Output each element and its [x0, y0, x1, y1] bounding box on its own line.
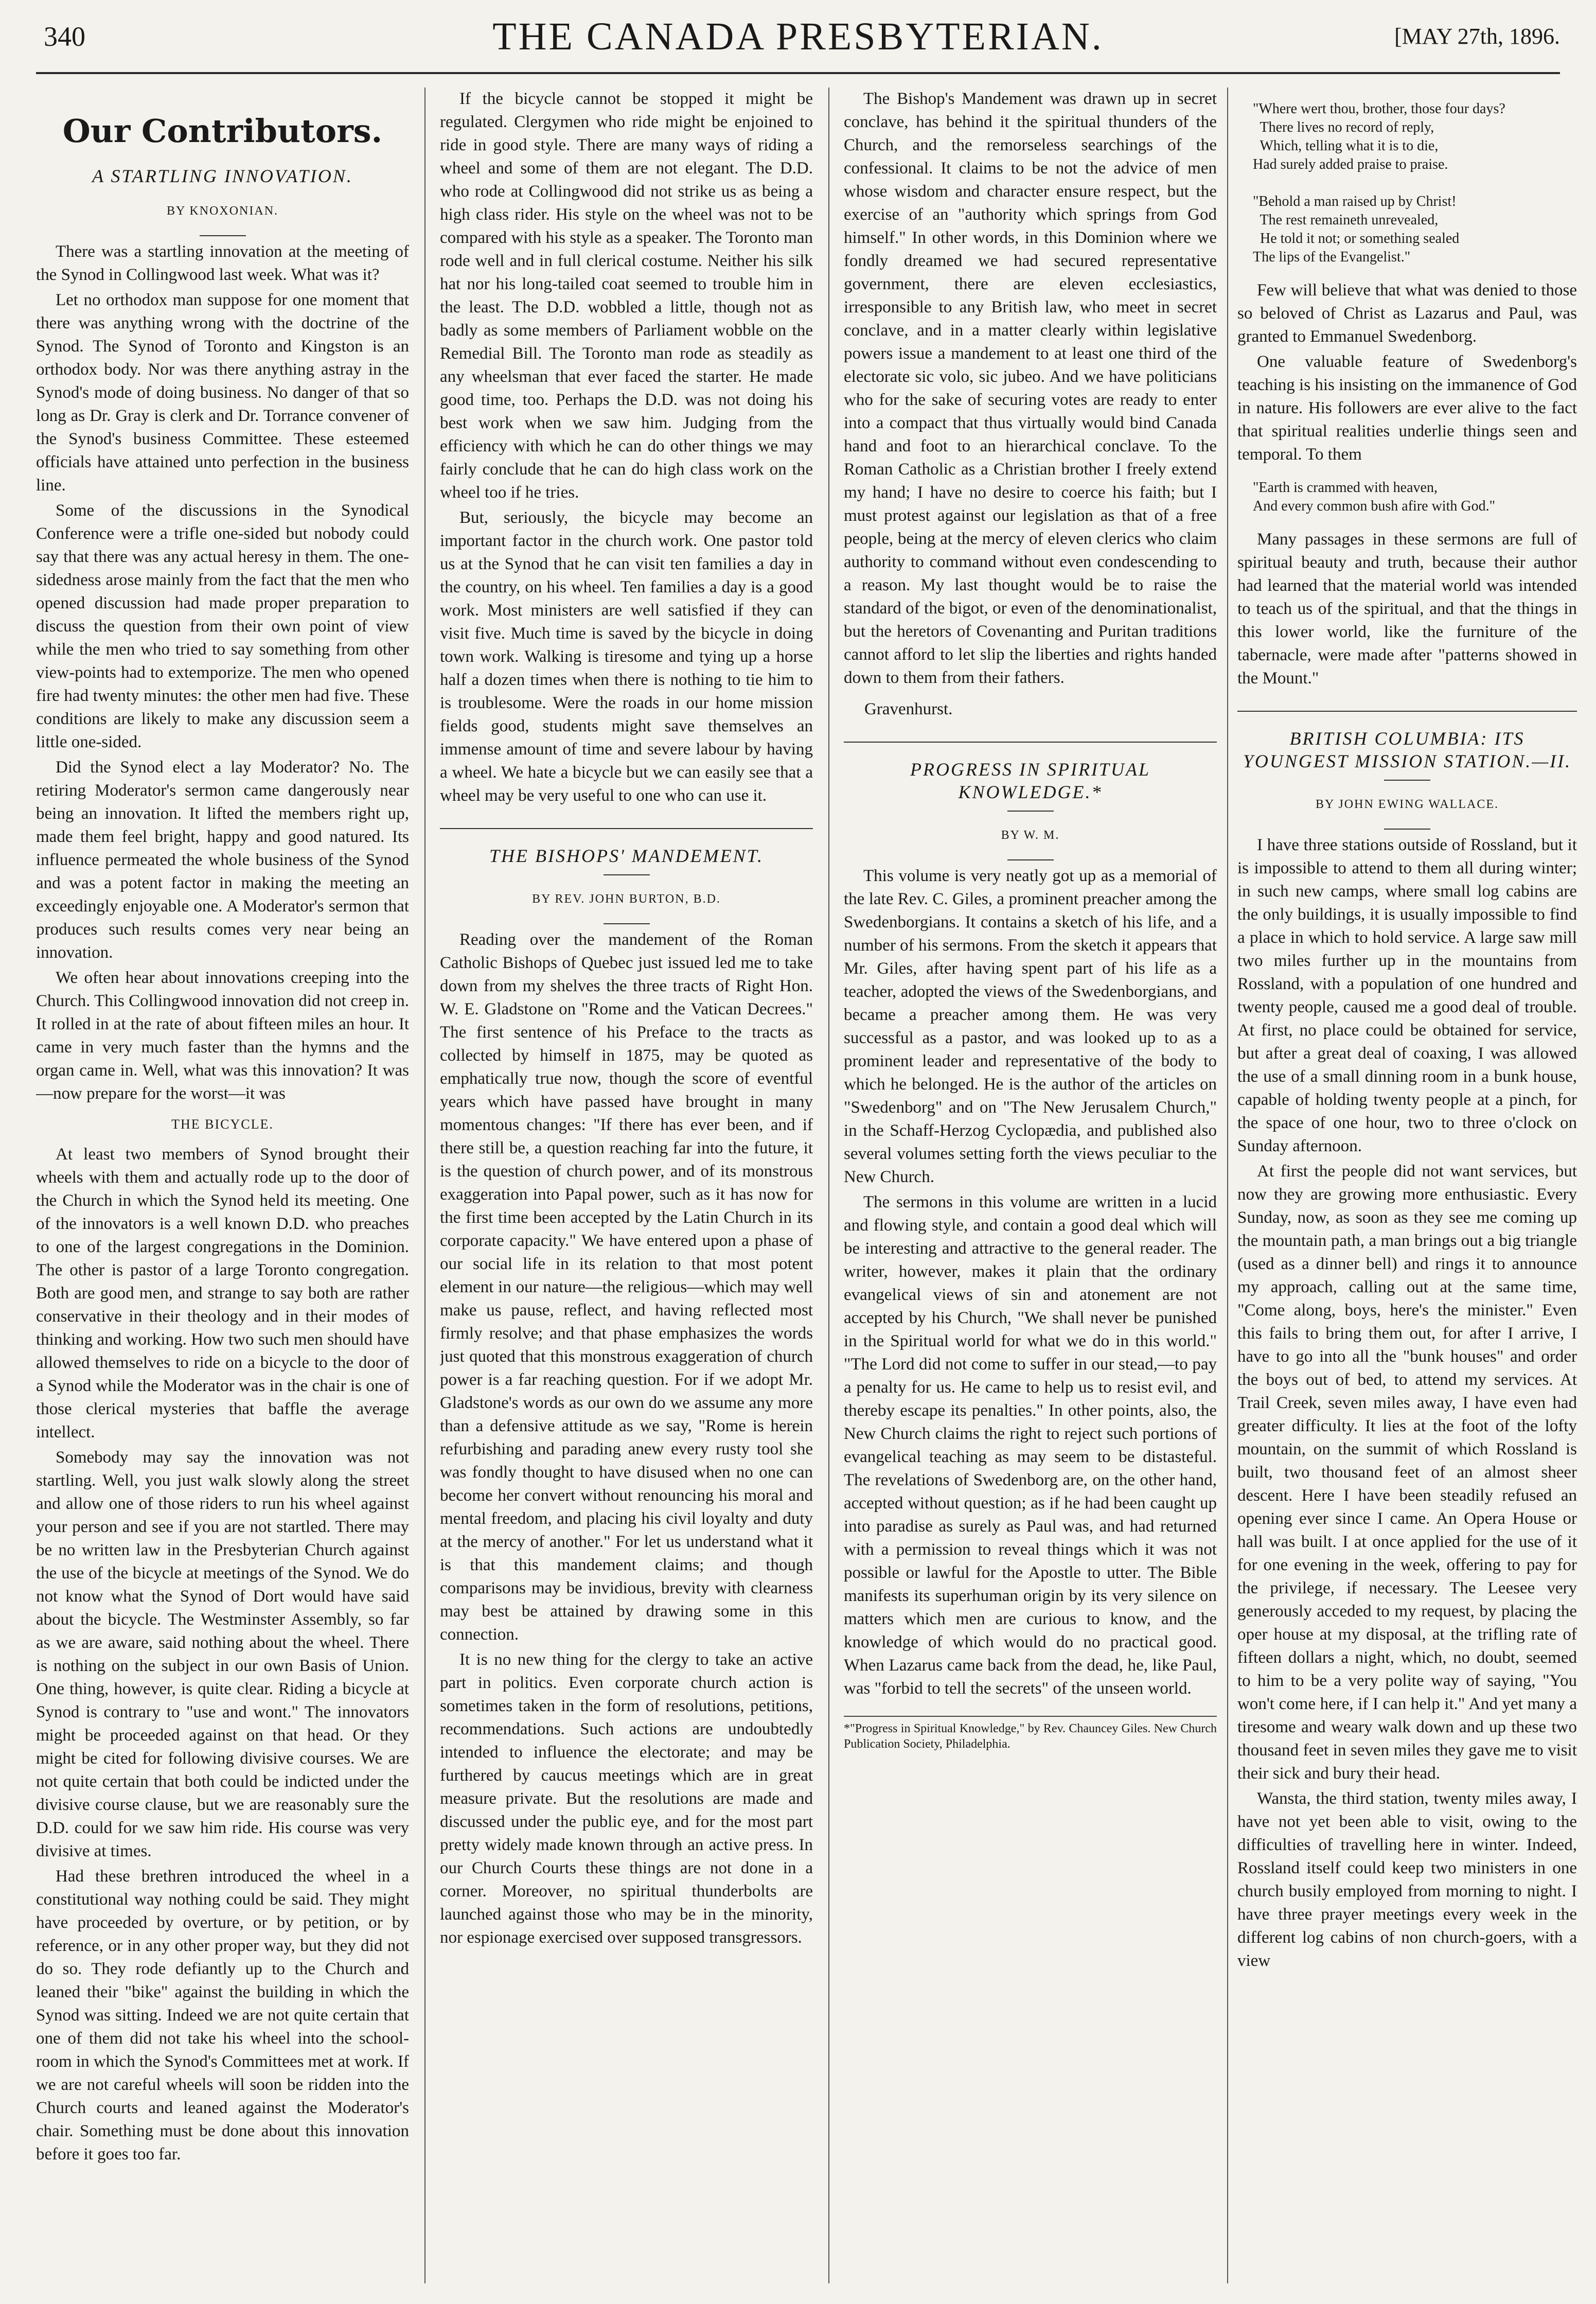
- column-1: [36, 87, 409, 2283]
- newspaper-title: THE CANADA PRESBYTERIAN.: [492, 15, 1104, 58]
- paragraph: At first the people did not want services, but now they are growing more enthusiastic. Every Sunday, now, as soon as they see me coming up the mountain path, a man brings out a big triangle (used as a dinner bell) and rings it to announce my approach, calling out at the same time, "Come along, boys, here's the minister." Even this fails to bring them out, for after I arrive, I have to go into all the "bunk houses" and order the boys out of bed, to attend my services. At Trail Creek, seven miles away, I have even had greater difficulty. It lies at the foot of the lofty mountain, on the summit of which Rossland is built, two thousand feet of an almost sheer descent. Here I have been steadily refused an opening ever since I came. An Opera House or hall was built. I at once applied for the use of it for one evening in the week, offering to pay for the privilege, if necessary. The Leesee very generously acceded to my request, by placing the oper house at my disposal, at the trifling rate of fifteen dollars a night, which, no doubt, seemed to him to be a very polite way of saying, "You won't come here, if I can help it." And yet many a tiresome and weary walk down and up these two thousand feet in seven miles they gave me to visit their sick and bury their head.: [1237, 1162, 1577, 1783]
- column-4: [1237, 87, 1577, 2283]
- paragraph: Had these brethren introduced the wheel in a constitutional way nothing could be said. They might have proceeded by overture, or by petition, or by reference, or in any other proper way, but they did not do so. They rode defiantly up to the Church and leaned their "bike" against the building in which the Synod was sitting. Indeed we are not quite certain that one of them did not take his wheel into the school-room in which the Synod's Committees met at work. If we are not careful wheels will soon be ridden into the Church courts and leaned against the Moderator's chair. Something must be done about this innovation before it goes too far.: [36, 1867, 409, 2164]
- paragraph: Some of the discussions in the Synodical Conference were a trifle one-sided but nobody could say that there was any actual heresy in them. The one-sidedness arose mainly from the fact that the men who opened discussion had made proper preparation to discuss the question from their own point of view while the men who tried to say something from other view-points had to extemporize. The men who opened fire had twenty minutes: the other men had five. These conditions are likely to make any discussion seem a little one-sided.: [36, 501, 409, 751]
- column-divider: [424, 87, 425, 2283]
- verse-line: The rest remaineth unrevealed,: [1253, 212, 1439, 228]
- paragraph: Reading over the mandement of the Roman Catholic Bishops of Quebec just issued led me to take down from my shelves the three tracts of Right Hon. W. E. Gladstone on "Rome and the Vatican Decrees." The first sentence of his Preface to the tracts as collected by himself in 1875, may be quoted as emphatically true now, though the score of eventful years which have passed have brought in many momentous changes: "If there has ever been, and if there still be, a question reaching far into the future, it is the question of church power, and of its monstrous exaggeration into Papal power, such as it has now for the first time been accepted by the Latin Church in its corporate capacity." We have entered upon a phase of our social life in its relation to that most potent element in our nature—the religious—which may well make us pause, reflect, and having reflected most firmly resolve; and that phase emphasizes the words just quoted that this monstrous exaggeration of church power is a far reaching question. For if we adopt Mr. Gladstone's words as our own do we assume any more than a defensive attitude as we say, "Rome is herein refurbishing and parading anew every rusty tool she was fondly thought to have disused when no one can become her convert without renouncing his moral and mental freedom, and placing his civil loyalty and duty at the mercy of another." For let us understand what it is that this mandement claims; and though comparisons may be invidious, brevity with clearness may best be attained by drawing some in this connection.: [440, 930, 813, 1644]
- article-divider: [440, 828, 813, 829]
- short-rule: [604, 923, 650, 924]
- article-byline: BY REV. JOHN BURTON, B.D.: [532, 892, 721, 906]
- article-byline: BY JOHN EWING WALLACE.: [1316, 798, 1499, 811]
- short-rule: [1384, 780, 1430, 781]
- article-title: THE BISHOPS' MANDEMENT.: [489, 846, 764, 866]
- article-divider: [1237, 711, 1577, 712]
- verse-line: "Where wert thou, brother, those four days?: [1253, 101, 1505, 117]
- paragraph: Somebody may say the innovation was not startling. Well, you just walk slowly along the street and allow one of those riders to run his wheel against your person and see if you are not startled. There may be no written law in the Presbyterian Church against the use of the bicycle at meetings of the Synod. We do not know what the Synod of Dort would have said about the bicycle. The Westminster Assembly, so far as we are aware, said nothing about the wheel. There is nothing on the subject in our own Basis of Union. One thing, however, is quite clear. Riding a bicycle at Synod is contrary to "use and wont." The innovators might be proceeded against on that head. Or they might be cited for following divisive courses. We are not quite certain that both could be indicted under the divisive course clause, but we are reasonably sure the D.D. could for we saw him ride. His course was very divisive at times.: [36, 1448, 409, 1860]
- paragraph: I have three stations outside of Rossland, but it is impossible to attend to them all during winter; in such new camps, where small log cabins are the only buildings, it is usually impossible to find a place in which to hold service. A large saw mill two miles further up in the mountains from Rossland, with a population of one hundred and twenty people, caused me a good deal of trouble. At first, no place could be obtained for service, but after a great deal of coaxing, I was allowed the use of a small dinning room in a bunk house, capable of holding twenty people at a pinch, for the space of one hour, two to three o'clock on Sunday afternoon.: [1237, 836, 1577, 1155]
- paragraph: Many passages in these sermons are full of spiritual beauty and truth, because their author had learned that the material world was intended to teach us of the spiritual, and that the things in this lower world, like the furniture of the tabernacle, were made after "patterns showed in the Mount.": [1237, 530, 1577, 688]
- verse-line: "Earth is crammed with heaven,: [1253, 480, 1438, 496]
- short-rule: [1384, 829, 1430, 830]
- short-rule: [1007, 859, 1054, 860]
- verse-line: And every common bush afire with God.": [1253, 498, 1495, 514]
- short-rule: [200, 235, 246, 236]
- verse-line: "Behold a man raised up by Christ!: [1253, 194, 1457, 209]
- paragraph: Few will believe that what was denied to those so beloved of Christ as Lazarus and Paul, was granted to Emmanuel Swedenborg.: [1237, 281, 1577, 346]
- paragraph: It is no new thing for the clergy to take an active part in politics. Even corporate church action is sometimes taken in the form of resolutions, petitions, recommendations. Such actions are undoubtedly intended to influence the electorate; and may be furthered by caucus meetings which are in great measure private. But the resolutions are made and discussed under the public eye, and for the most part pretty widely made known through an active press. In our Church Courts these things are not done in a corner. Moreover, no spiritual thunderbolts are launched against those who may be in the minority, nor espionage exercised over supposed transgressors.: [440, 1650, 813, 1947]
- masthead: [0, 0, 1596, 87]
- column-2: [440, 87, 813, 2283]
- issue-date: [MAY 27th, 1896.: [1394, 24, 1560, 49]
- column-divider: [1227, 87, 1228, 2283]
- article-signoff: Gravenhurst.: [864, 700, 953, 718]
- short-rule: [604, 874, 650, 875]
- column-divider: [828, 87, 829, 2283]
- paragraph: The sermons in this volume are written in a lucid and flowing style, and contain a good deal which will be interesting and attractive to the general reader. The writer, however, makes it plain that the ordinary evangelical views of sin and atonement are not accepted by his Church, "We shall never be punished in the Spiritual world for what we do in this world." "The Lord did not come to suffer in our stead,—to pay a penalty for us. He came to help us to resist evil, and thereby escape its penalties." In other points, also, the New Church claims the right to reject such portions of evangelical teaching as may seem to be distasteful. The revelations of Swedenborg are, on the other hand, accepted without question; as if he had been caught up into paradise as surely as Paul was, and had returned with a permission to reveal things which it was not possible or lawful for the Apostle to utter. The Bible manifests its superhuman origin by its very silence on matters which men are curious to know, and the knowledge of which would do no practical good. When Lazarus came back from the dead, he, like Paul, was "forbid to tell the secrets" of the unseen world.: [844, 1193, 1217, 1698]
- paragraph: If the bicycle cannot be stopped it might be regulated. Clergymen who ride might be enjoined to ride in good style. There are many ways of riding a wheel and some of them are not elegant. The D.D. who rode at Collingwood did not strike us as being a high class rider. His style on the wheel was not to be compared with his style as a speaker. The Toronto man rode well and in full clerical costume. Neither his silk hat nor his long-tailed coat seemed to trouble him in the least. The D.D. wobbled a little, though not as badly as some members of Parliament wobble on the Remedial Bill. The Toronto man rode as steadily as any wheelsman that ever faced the starter. He made good time, too. Perhaps the D.D. was not doing his best work when we saw him. Judging from the efficiency with which he can do other things we may fairly conclude that he can do high class work on the wheel too if he tries.: [440, 90, 813, 502]
- poem-quote: [1253, 100, 1577, 267]
- article-byline: BY KNOXONIAN.: [166, 204, 279, 218]
- verse-line: There lives no record of reply,: [1253, 119, 1434, 135]
- paragraph: This volume is very neatly got up as a memorial of the late Rev. C. Giles, a prominent preacher among the Swedenborgians. It contains a sketch of his life, and a number of his sermons. From the sketch it appears that Mr. Giles, after having spent part of his life as a teacher, adopted the views of the Swedenborgians, and became a preacher among them. He was very successful as a pastor, and was looked up to as a prominent leader and representative of the body to which he belonged. He is the author of the articles on "Swedenborg" and on "The New Jerusalem Church," in the Schaff-Herzog Cyclopædia, and published also several volumes setting forth the views peculiar to the New Church.: [844, 867, 1217, 1186]
- section-heading: Our Contributors.: [62, 112, 383, 150]
- masthead-rule: [36, 72, 1560, 74]
- article-byline: BY W. M.: [1001, 829, 1060, 842]
- footnote: *"Progress in Spiritual Knowledge," by Rev. Chauncey Giles. New Church Publication Society, Philadelphia.: [844, 1716, 1217, 1752]
- paragraph: At least two members of Synod brought their wheels with them and actually rode up to the door of the Church in which the Synod held its meeting. One of the innovators is a well known D.D. who preaches to one of the largest congregations in the Dominion. The other is pastor of a large Toronto congregation. Both are good men, and strange to say both are rather conservative in their theology and in their modes of thinking and working. How two such men should have allowed themselves to ride on a bicycle to the door of a Synod while the Moderator was in the chair is one of those clerical mysteries that baffle the average intellect.: [36, 1145, 409, 1441]
- verse-line: Which, telling what it is to die,: [1253, 138, 1439, 154]
- verse-line: Had surely added praise to praise.: [1253, 156, 1448, 172]
- paragraph: Let no orthodox man suppose for one moment that there was anything wrong with the doctrine of the Synod. The Synod of Toronto and Kingston is an orthodox body. Nor was there anything astray in the Synod's mode of doing business. No danger of that so long as Dr. Gray is clerk and Dr. Torrance convener of the Synod's business Committee. These esteemed officials have attained unto perfection in the business line.: [36, 291, 409, 495]
- verse-line: The lips of the Evangelist.": [1253, 249, 1411, 265]
- paragraph: The Bishop's Mandement was drawn up in secret conclave, has behind it the spiritual thunders of the Church, and the remorseless searchings of the confessional. It claims to be not the advice of men whose wisdom and character ensure respect, but the exercise of an "authority which springs from God himself." In other words, in this Dominion where we fondly dreamed we had secured representative government, there are eleven ecclesiastics, irresponsible to any British law, who meet in secret conclave, and in a matter clearly within legislative powers issue a mandement to at least one third of the electorate sic volo, sic jubeo. And we have politicians who for the sake of securing votes are ready to enter into a compact that thus virtually would bind Canada hand and foot to an hierarchical conclave. To the Roman Catholic as a Christian brother I freely extend my hand; I have no desire to coerce his faith; but I must protest against our legislation as that of a free people, being at the mercy of eleven clerics who claim authority to command without even condescending to a reason. My last thought would be to raise the standard of the bigot, or even of the denominationalist, but the heretors of Covenanting and Puritan traditions cannot afford to let slip the liberties and rights handed down to them from their fathers.: [844, 90, 1217, 687]
- verse-line: He told it not; or something sealed: [1253, 231, 1460, 247]
- paragraph: But, seriously, the bicycle may become an important factor in the church work. One pastor told us at the Synod that he can visit ten families a day in the country, on his wheel. Ten families a day is a good work. Most ministers are well satisfied if they can visit five. Much time is saved by the bicycle in doing town work. Walking is tiresome and tying up a horse half a dozen times when there is nothing to tie him to is troublesome. Were the roads in our home mission fields good, students might save themselves an immense amount of time and severe labour by having a wheel. We hate a bicycle but we can easily see that a wheel may be very useful to one who can use it.: [440, 508, 813, 805]
- article-title: PROGRESS IN SPIRITUAL KNOWLEDGE.*: [910, 759, 1150, 802]
- article-title: A STARTLING INNOVATION.: [92, 166, 353, 186]
- paragraph: Wansta, the third station, twenty miles away, I have not yet been able to visit, owing to the difficulties of travelling here in winter. Indeed, Rossland itself could keep two ministers in one church busily employed from morning to night. I have three prayer meetings every week in the different log cabins of non church-goers, with a view: [1237, 1789, 1577, 1970]
- short-rule: [1007, 811, 1054, 812]
- paragraph: There was a startling innovation at the meeting of the Synod in Collingwood last week. What was it?: [36, 242, 409, 284]
- paragraph: Did the Synod elect a lay Moderator? No. The retiring Moderator's sermon came dangerously near being an innovation. It lifted the members right up, made them feel bright, happy and good natured. Its influence permeated the whole business of the Synod and was a potent factor in making the meeting an exceedingly enjoyable one. A Moderator's sermon that produces such results comes very near being an innovation.: [36, 758, 409, 962]
- subheading: THE BICYCLE.: [171, 1117, 274, 1132]
- paragraph: One valuable feature of Swedenborg's teaching is his insisting on the immanence of God in nature. His followers are ever alive to the fact that spiritual realities underlie things seen and temporal. To them: [1237, 353, 1577, 464]
- page-number: 340: [44, 21, 85, 52]
- article-title: BRITISH COLUMBIA: ITS YOUNGEST MISSION STATION.—II.: [1243, 728, 1572, 771]
- verse-line: [1253, 174, 1577, 192]
- poem-quote: [1253, 479, 1577, 516]
- article-divider: [844, 742, 1217, 743]
- column-3: [844, 87, 1217, 2283]
- paragraph: We often hear about innovations creeping into the Church. This Collingwood innovation did not creep in. It rolled in at the rate of about fifteen miles an hour. It came in very much faster than the hymns and the organ came in. Well, what was this innovation? It was—now prepare for the worst—it was: [36, 969, 409, 1103]
